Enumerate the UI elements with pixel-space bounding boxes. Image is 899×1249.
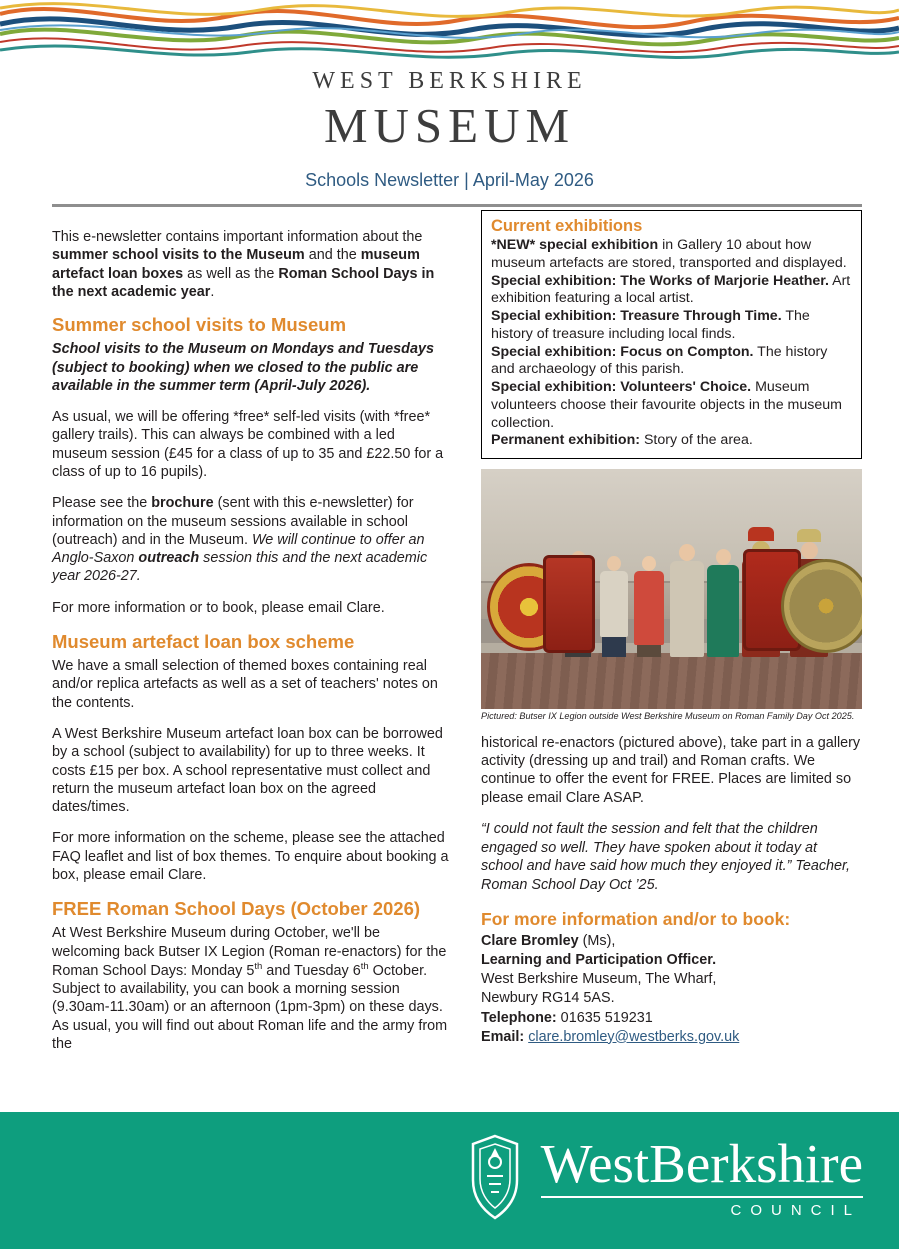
exhibition-item (491, 432, 852, 450)
intro-text-3: as well as the (183, 265, 279, 282)
roman-text-1: At West Berkshire Museum during October, we'll be welcoming back Butser IX Legion (Roman re-enactors) for the Roman School Days: Monday 5 (52, 925, 447, 979)
figure-4 (667, 544, 707, 657)
summer-visits-paragraph-3: For more information or to book, please email Clare. (52, 599, 385, 616)
loan-box-paragraph-3: For more information on the scheme, please see the attached FAQ leaflet and list of box themes. To enquire about booking a box, please email Clare. (52, 830, 449, 883)
exhibition-item-title: *NEW* special exhibition (491, 237, 659, 253)
intro-paragraph (52, 228, 450, 301)
council-logo (465, 1134, 863, 1220)
footer-banner (0, 1112, 899, 1249)
exhibition-item-title: Special exhibition: Treasure Through Time. (491, 308, 782, 324)
exhibition-item-desc: The history of treasure including local finds. (491, 308, 810, 342)
exhibition-item (491, 308, 852, 344)
exhibition-item-title: Special exhibition: Volunteers' Choice. (491, 379, 752, 395)
photo-roman-reenactors (481, 469, 862, 709)
contact-role-text: Learning and Participation Officer. (481, 952, 717, 969)
council-wordmark (540, 1132, 863, 1194)
testimonial-quote: “I could not fault the session and felt that the children engaged so well. They have spoken about it today at school and have said how much they enjoyed it.” Teacher, Roman School Day Oct ’25. (481, 821, 851, 894)
exhibition-item-desc: Story of the area. (640, 432, 753, 449)
section-heading-loan-box: Museum artefact loan box scheme (52, 630, 355, 652)
intro-text-1: This e-newsletter contains important information about the (52, 229, 423, 245)
outreach-italic-1: We will continue to offer an Anglo-Saxon (52, 531, 425, 567)
exhibition-item (491, 237, 852, 273)
roman-shield-left-front (543, 555, 595, 653)
photo-ground (481, 653, 862, 709)
intro-bold-3: Roman School Days in the next academic year (52, 265, 435, 300)
exhibition-item-desc: The history and archaeology of this parish. (491, 343, 828, 378)
roman-ordinal-1: th (254, 961, 263, 972)
museum-logo (0, 68, 899, 154)
exhibition-item (491, 344, 852, 380)
brand-line-1: WEST BERKSHIRE (312, 68, 587, 94)
figure-2 (597, 556, 631, 657)
brochure-bold: brochure (151, 495, 214, 512)
brochure-text-1: Please see the (52, 495, 152, 512)
loan-box-paragraph-1: We have a small selection of themed boxes containing real and/or replica artefacts as well as a set of teachers' notes on the contents. (52, 658, 438, 711)
exhibition-item-title: Special exhibition: The Works of Marjorie Heather. (491, 272, 829, 289)
contact-name: Clare Bromley (481, 932, 579, 949)
exhibitions-heading: Current exhibitions (491, 217, 643, 235)
contact-name-suffix: (Ms), (578, 932, 616, 949)
telephone-label: Telephone: (481, 1009, 557, 1026)
page-title: Schools Newsletter | April-May 2026 (305, 170, 594, 190)
roman-text-2: and Tuesday 6 (262, 962, 361, 979)
contact-role (481, 951, 862, 970)
email-link[interactable]: clare.bromley@westberks.gov.uk (528, 1028, 740, 1045)
roman-school-days-paragraph (52, 924, 450, 1053)
contact-heading: For more information and/or to book: (481, 908, 791, 929)
council-crest-icon (465, 1134, 525, 1220)
roman-text-3: October. Subject to availability, you can book a morning session (9.30am-11.30am) or an afternoon (1pm-3pm) on these days. As usual, you will find out about Roman life and the army from the (52, 962, 448, 1052)
exhibition-item-desc: in Gallery 10 about how museum artefacts are stored, transported and displayed. (491, 237, 847, 271)
intro-text-2: and the (304, 247, 361, 264)
contact-email-line (481, 1028, 862, 1047)
contact-telephone-line (481, 1009, 862, 1028)
brochure-text-2: (sent with this e-newsletter) for information on the museum sessions available in school (outreach) and in the Museum. (52, 495, 414, 548)
exhibition-item (491, 379, 852, 432)
summer-visits-lead: School visits to the Museum on Mondays and Tuesdays (subject to booking) when we closed to the public are available in the summer term (April-July 2026). (52, 341, 434, 394)
exhibition-item (491, 273, 852, 309)
council-word-berkshire: Berkshire (649, 1132, 863, 1194)
council-subtitle: COUNCIL (541, 1196, 863, 1219)
intro-bold-1: summer school visits to the Museum (52, 247, 305, 264)
current-exhibitions-box (481, 210, 862, 459)
roman-ordinal-2: th (360, 961, 369, 972)
left-column (52, 228, 450, 1066)
photo-caption: Pictured: Butser IX Legion outside West Berkshire Museum on Roman Family Day Oct 2025. (481, 711, 855, 721)
contact-address-line-2: Newbury RG14 5AS. (481, 990, 615, 1007)
figure-3 (631, 556, 667, 657)
email-label: Email: (481, 1028, 525, 1045)
section-heading-roman-school-days: FREE Roman School Days (October 2026) (52, 898, 421, 920)
intro-text-4: . (210, 283, 215, 300)
contact-block (481, 909, 862, 1047)
loan-box-paragraph-2: A West Berkshire Museum artefact loan box can be borrowed by a school (subject to availability) for up to three weeks. It costs £15 per box. A school representative must collect and return the museum artefact loan box on the agreed dates/times. (52, 726, 443, 816)
right-column (481, 210, 862, 1047)
header-divider (52, 204, 862, 207)
intro-bold-2: museum artefact loan boxes (52, 247, 420, 282)
brand-line-2: MUSEUM (323, 98, 576, 153)
exhibition-item-title: Permanent exhibition: (491, 432, 640, 449)
decorative-wave-banner (0, 0, 899, 62)
outreach-italic-2: session this and the next academic year 2026-27. (52, 550, 428, 585)
telephone-value: 01635 519231 (556, 1009, 653, 1026)
summer-visits-paragraph-2 (52, 494, 450, 585)
exhibition-item-title: Special exhibition: Focus on Compton. (491, 343, 754, 360)
exhibition-item-desc: Museum volunteers choose their favourite objects in the museum collection. (491, 379, 842, 431)
section-heading-summer-visits: Summer school visits to Museum (52, 314, 347, 336)
outreach-bold-italic: outreach (138, 550, 200, 567)
summer-visits-paragraph-1: As usual, we will be offering *free* self-led visits (with *free* gallery trails). This can always be combined with a led museum session (£45 for a class of up to 35 and £22.50 for a class of up to 16 pupils). (52, 409, 444, 480)
council-word-west: West (540, 1132, 650, 1194)
figure-5 (705, 549, 741, 657)
contact-address-line-1: West Berkshire Museum, The Wharf, (481, 971, 717, 988)
continuation-paragraph: historical re-enactors (pictured above), take part in a gallery activity (dressing up and trail) and Roman crafts. We continue to offer the event for FREE. Places are limited so please email Clare ASAP. (481, 734, 861, 806)
contact-name-line (481, 932, 862, 951)
exhibition-item-desc: Art exhibition featuring a local artist. (491, 272, 851, 307)
roman-round-shield-right (781, 559, 862, 653)
